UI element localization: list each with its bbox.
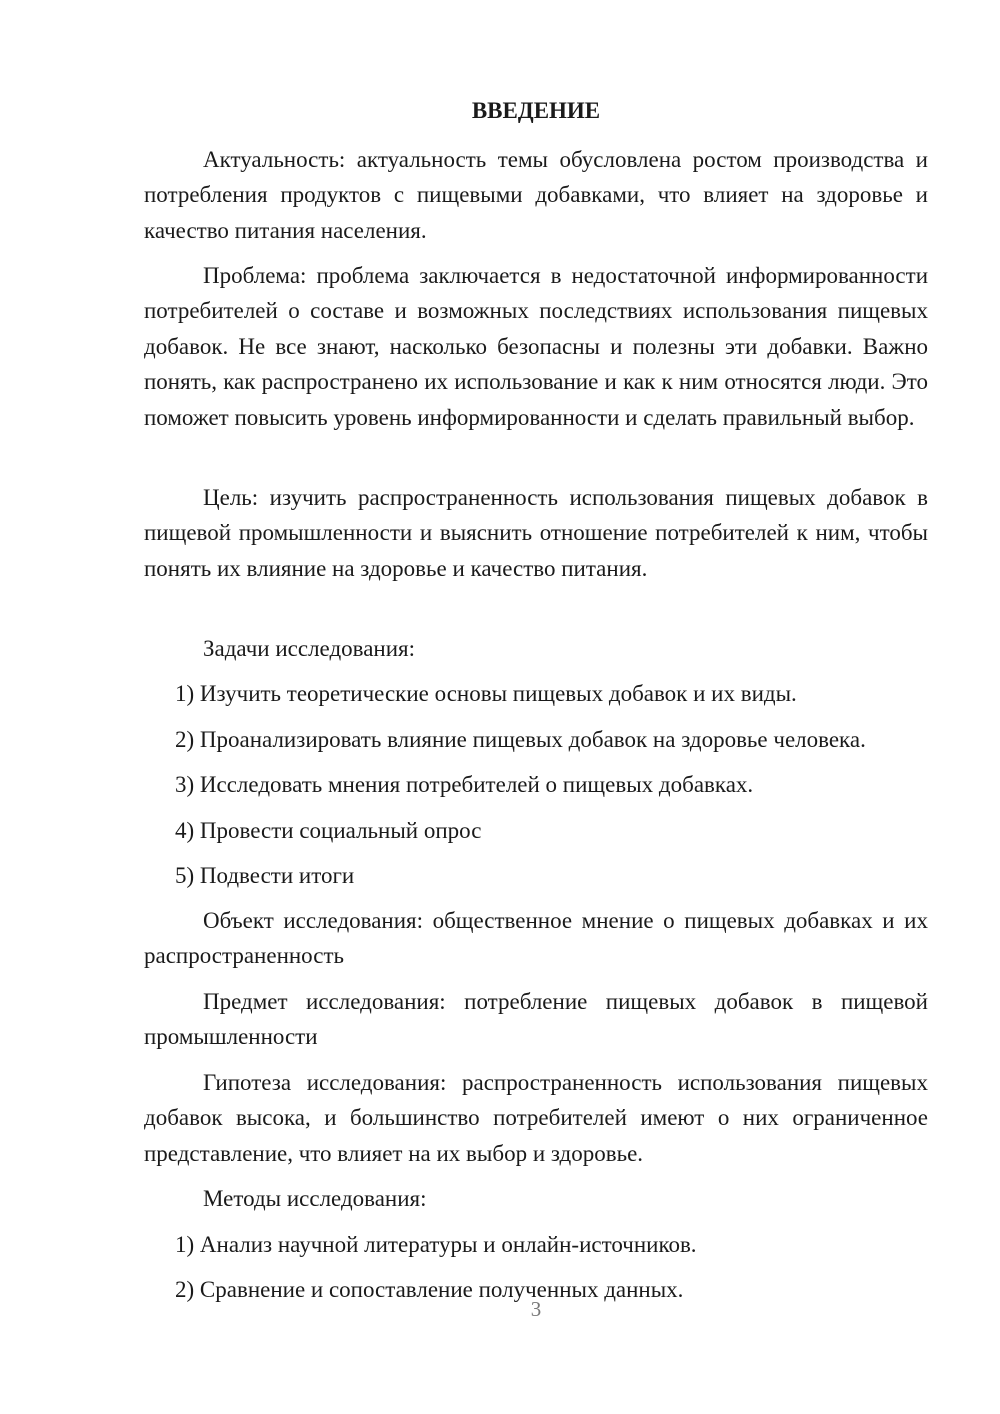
task-item-1: 1) Изучить теоретические основы пищевых добавок и их виды. [175, 681, 797, 706]
subject-paragraph: Предмет исследования: потребление пищевых добавок в пищевой промышленности [144, 989, 928, 1050]
task-item-5: 5) Подвести итоги [175, 863, 355, 888]
page-title: ВВЕДЕНИЕ [471, 98, 601, 123]
relevance-paragraph: Актуальность: актуальность темы обусловлена ростом производства и потребления продуктов с пищевыми добавками, что влияет на здоровье и качество питания населения. [144, 147, 928, 243]
page-number: 3 [530, 1297, 542, 1321]
object-paragraph: Объект исследования: общественное мнение о пищевых добавках и их распространенность [144, 908, 928, 969]
tasks-title: Задачи исследования: [203, 636, 416, 661]
task-item-2: 2) Проанализировать влияние пищевых добавок на здоровье человека. [175, 727, 866, 752]
hypothesis-paragraph: Гипотеза исследования: распространенность использования пищевых добавок высока, и большинство потребителей имеют о них ограниченное представление, что влияет на их выбор и здоровье. [144, 1070, 928, 1166]
task-item-3: 3) Исследовать мнения потребителей о пищевых добавках. [175, 772, 754, 797]
method-item-1: 1) Анализ научной литературы и онлайн-источников. [175, 1232, 697, 1257]
goal-paragraph: Цель: изучить распространенность использования пищевых добавок в пищевой промышленности и выяснить отношение потребителей к ним, чтобы понять их влияние на здоровье и качество питания. [144, 485, 928, 581]
methods-title: Методы исследования: [203, 1186, 427, 1211]
problem-paragraph: Проблема: проблема заключается в недостаточной информированности потребителей о составе и возможных последствиях использования пищевых добавок. Не все знают, насколько безопасны и полезны эти добавки. Важно понять, как распространено их использование и как к ним относятся люди. Это поможет повысить уровень информированности и сделать правильный выбор. [144, 263, 928, 430]
method-item-2: 2) Сравнение и сопоставление полученных данных. [175, 1277, 684, 1302]
task-item-4: 4) Провести социальный опрос [175, 818, 482, 843]
